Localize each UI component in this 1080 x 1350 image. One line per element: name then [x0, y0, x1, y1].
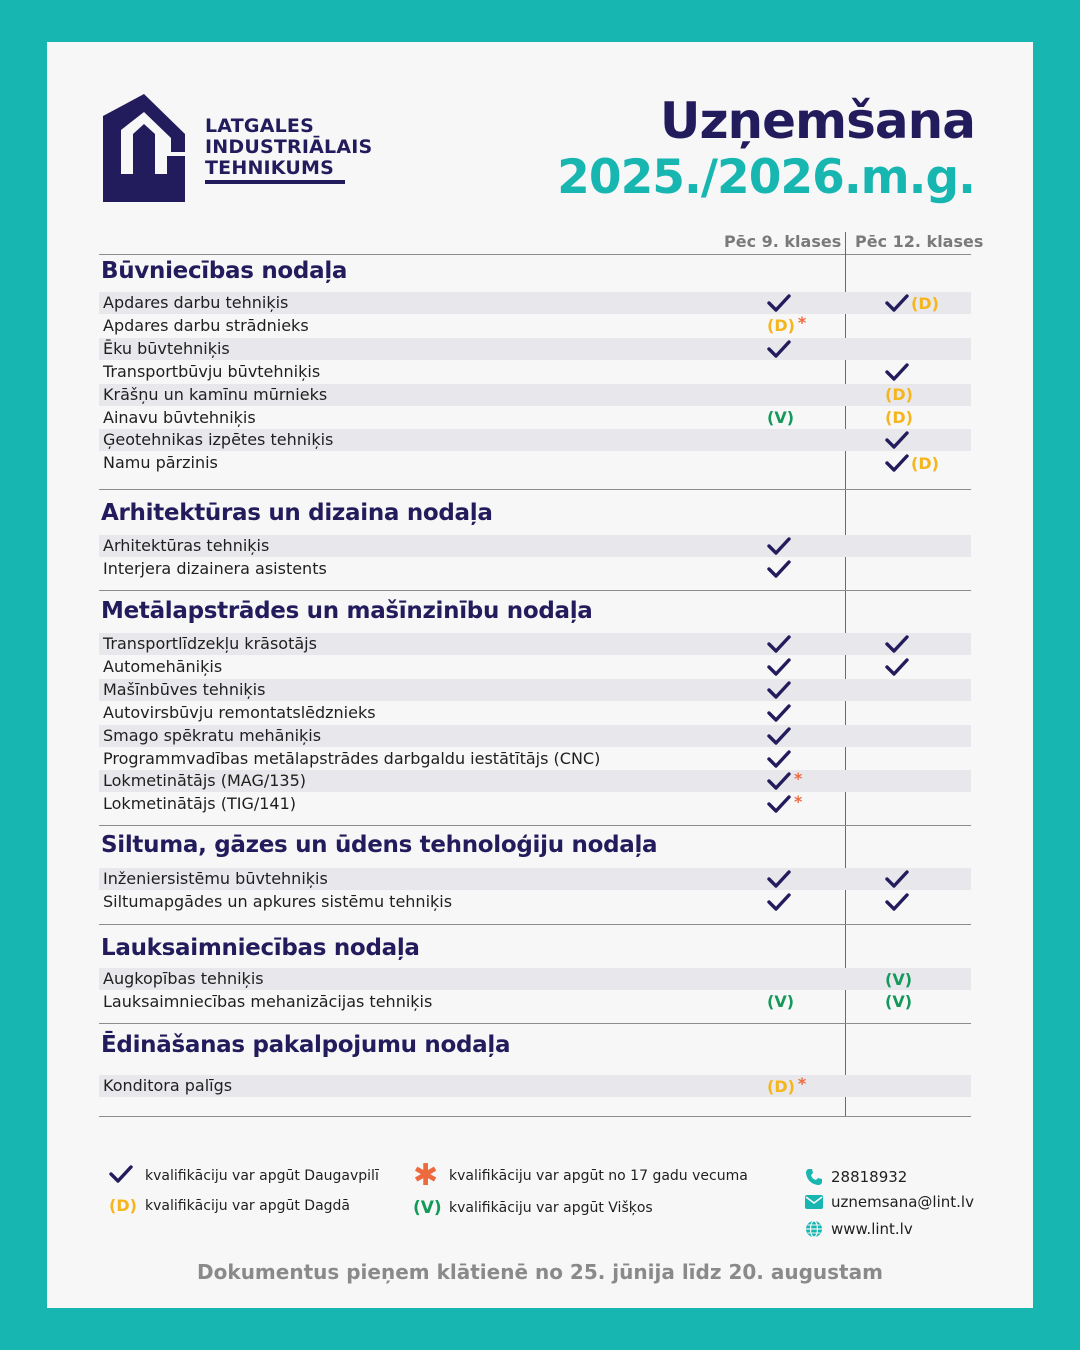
age-asterisk: *	[794, 768, 803, 788]
email-icon	[805, 1195, 823, 1209]
after-9-cell	[767, 891, 791, 913]
after-12-cell	[885, 656, 909, 678]
legend-check	[109, 1164, 379, 1188]
legend-star	[413, 1158, 748, 1193]
page-title	[557, 92, 975, 206]
dagda-tag: (D)	[885, 408, 913, 427]
after-9-cell	[767, 407, 794, 429]
dagda-tag: (D)	[767, 1076, 795, 1096]
check-icon	[767, 559, 791, 579]
table-row	[99, 429, 971, 451]
after-12-cell	[885, 991, 912, 1013]
table-row	[99, 361, 971, 383]
program-name: Interjera dizainera asistents	[103, 558, 327, 578]
phone-number: 28818932	[831, 1168, 908, 1186]
program-name: Programmvadības metālapstrādes darbgaldu iestātītājs (CNC)	[103, 748, 601, 768]
program-name: Lokmetinātājs (TIG/141)	[103, 794, 297, 814]
check-icon	[767, 749, 791, 769]
check-icon	[767, 339, 791, 359]
check-icon	[885, 293, 909, 313]
program-name: Augkopības tehniķis	[103, 969, 264, 988]
after-12-cell	[885, 633, 909, 655]
program-name: Apdares darbu strādnieks	[103, 315, 309, 335]
after-9-cell	[767, 633, 791, 655]
after-12-cell	[885, 361, 909, 383]
check-icon	[767, 293, 791, 313]
section-title: Ēdināšanas pakalpojumu nodaļa	[101, 1032, 511, 1058]
globe-icon	[805, 1220, 823, 1238]
section-title: Arhitektūras un dizaina nodaļa	[101, 500, 493, 526]
program-name: Apdares darbu tehniķis	[103, 293, 289, 312]
age-asterisk: *	[797, 1073, 807, 1093]
check-icon	[767, 892, 791, 912]
after-9-cell	[767, 535, 791, 557]
section-divider	[99, 1116, 971, 1117]
after-9-cell	[767, 748, 791, 770]
table-row	[99, 748, 971, 770]
check-icon	[767, 703, 791, 723]
legend-star-text: kvalifikāciju var apgūt no 17 gadu vecuma	[449, 1168, 748, 1184]
after-12-cell	[885, 407, 913, 429]
table-row	[99, 384, 971, 406]
viskos-tag: (V)	[767, 992, 795, 1012]
check-icon	[767, 794, 791, 814]
check-icon	[885, 657, 909, 677]
check-icon	[767, 869, 791, 889]
title-main: Uzņemšana	[659, 92, 975, 150]
legend-check-text: kvalifikāciju var apgūt Daugavpilī	[145, 1168, 379, 1184]
program-name: Lauksaimniecības mehanizācijas tehniķis	[103, 991, 433, 1011]
after-12-cell	[885, 384, 913, 406]
program-name: Siltumapgādes un apkures sistēmu tehniķis	[103, 891, 453, 911]
table-row	[99, 968, 971, 990]
program-name: Namu pārzinis	[103, 453, 218, 473]
table-row	[99, 702, 971, 724]
after-9-cell	[767, 1075, 806, 1097]
after-9-cell	[767, 558, 791, 580]
table-row	[99, 793, 971, 815]
table-top-divider	[99, 254, 971, 255]
after-12-cell	[885, 452, 939, 474]
section-divider	[99, 1023, 971, 1024]
after-9-cell	[767, 793, 802, 815]
after-9-cell	[767, 679, 791, 701]
section-divider	[99, 924, 971, 925]
dagda-tag: (D)	[911, 293, 939, 313]
phone-icon	[805, 1168, 823, 1186]
age-asterisk: *	[794, 791, 803, 811]
program-name: Automehāniķis	[103, 656, 223, 676]
table-row	[99, 891, 971, 913]
section-divider	[99, 825, 971, 826]
school-logo-icon	[103, 94, 185, 202]
check-icon	[767, 657, 791, 677]
table-row	[99, 991, 971, 1013]
after-12-cell	[885, 891, 909, 913]
logo-underline	[205, 180, 345, 184]
table-row	[99, 292, 971, 314]
after-9-cell	[767, 338, 791, 360]
contact-email[interactable]	[805, 1193, 974, 1211]
program-name: Mašīnbūves tehniķis	[103, 679, 266, 699]
table-row	[99, 338, 971, 360]
contact-web[interactable]	[805, 1220, 913, 1238]
dagda-tag: (D)	[767, 316, 795, 336]
after-12-cell	[885, 968, 912, 990]
after-9-cell	[767, 725, 791, 747]
check-icon	[885, 453, 909, 473]
legend-v	[413, 1198, 653, 1218]
table-row	[99, 315, 971, 337]
program-name: Lokmetinātājs (MAG/135)	[103, 771, 307, 791]
dagda-tag: (D)	[885, 385, 913, 405]
after-9-cell	[767, 656, 791, 678]
viskos-tag: (V)	[767, 408, 795, 427]
program-name: Autovirsbūvju remontatslēdznieks	[103, 702, 376, 722]
check-icon	[767, 536, 791, 556]
section-divider	[99, 590, 971, 591]
check-icon	[885, 869, 909, 889]
check-icon	[885, 634, 909, 654]
check-icon	[109, 1164, 133, 1184]
age-asterisk: *	[797, 313, 807, 333]
check-icon	[767, 771, 791, 791]
table-row	[99, 679, 971, 701]
column-header-9: Pēc 9. klases	[724, 232, 842, 251]
table-row	[99, 1075, 971, 1097]
table-row	[99, 407, 971, 429]
after-12-cell	[885, 292, 939, 314]
asterisk-icon: ✱	[413, 1158, 439, 1193]
legend-d-symbol: (D)	[109, 1196, 137, 1215]
after-9-cell	[767, 868, 791, 890]
program-name: Smago spēkratu mehāniķis	[103, 725, 322, 745]
after-9-cell	[767, 315, 806, 337]
section-divider	[99, 489, 971, 490]
table-row	[99, 535, 971, 557]
program-name: Transportbūvju būvtehniķis	[103, 361, 321, 381]
admission-poster	[47, 42, 1033, 1308]
school-name-line1: LATGALES	[205, 115, 314, 137]
check-icon	[885, 892, 909, 912]
check-icon	[767, 680, 791, 700]
check-icon	[767, 634, 791, 654]
table-row	[99, 770, 971, 792]
program-name: Transportlīdzekļu krāsotājs	[103, 634, 317, 653]
school-name-line3: TEHNIKUMS	[205, 157, 335, 179]
section-title: Metālapstrādes un mašīnzinību nodaļa	[101, 598, 593, 624]
check-icon	[885, 430, 909, 450]
table-row	[99, 868, 971, 890]
dagda-tag: (D)	[911, 453, 939, 473]
after-9-cell	[767, 702, 791, 724]
after-9-cell	[767, 991, 794, 1013]
legend-d	[109, 1196, 350, 1215]
program-name: Ainavu būvtehniķis	[103, 407, 256, 427]
viskos-tag: (V)	[885, 992, 913, 1012]
legend-v-text: kvalifikāciju var apgūt Višķos	[449, 1200, 653, 1216]
legend-d-text: kvalifikāciju var apgūt Dagdā	[145, 1197, 351, 1214]
program-name: Ēku būvtehniķis	[103, 338, 230, 358]
footer-note: Dokumentus pieņem klātienē no 25. jūnija līdz 20. augustam	[197, 1260, 883, 1284]
title-year: 2025./2026.m.g.	[557, 150, 975, 205]
table-row	[99, 656, 971, 678]
table-row	[99, 633, 971, 655]
email-address: uznemsana@lint.lv	[831, 1193, 974, 1211]
program-name: Arhitektūras tehniķis	[103, 536, 270, 555]
check-icon	[885, 362, 909, 382]
after-12-cell	[885, 429, 909, 451]
after-9-cell	[767, 770, 802, 792]
section-title: Būvniecības nodaļa	[101, 258, 348, 284]
section-title: Lauksaimniecības nodaļa	[101, 935, 420, 961]
check-icon	[767, 726, 791, 746]
table-row	[99, 452, 971, 474]
table-row	[99, 725, 971, 747]
table-row	[99, 558, 971, 580]
contact-phone[interactable]	[805, 1168, 907, 1186]
viskos-tag: (V)	[885, 969, 913, 989]
after-9-cell	[767, 292, 791, 314]
column-header-12: Pēc 12. klases	[855, 232, 984, 251]
program-name: Inženiersistēmu būvtehniķis	[103, 869, 328, 888]
program-name: Krāšņu un kamīnu mūrnieks	[103, 384, 328, 404]
school-name-line2: INDUSTRIĀLAIS	[205, 136, 373, 158]
legend-v-symbol: (V)	[413, 1198, 442, 1218]
program-name: Ģeotehnikas izpētes tehniķis	[103, 430, 334, 450]
school-name	[205, 116, 372, 179]
website-url: www.lint.lv	[831, 1220, 913, 1238]
after-12-cell	[885, 868, 909, 890]
section-title: Siltuma, gāzes un ūdens tehnoloģiju nodaļa	[101, 832, 658, 858]
program-name: Konditora palīgs	[103, 1076, 233, 1095]
